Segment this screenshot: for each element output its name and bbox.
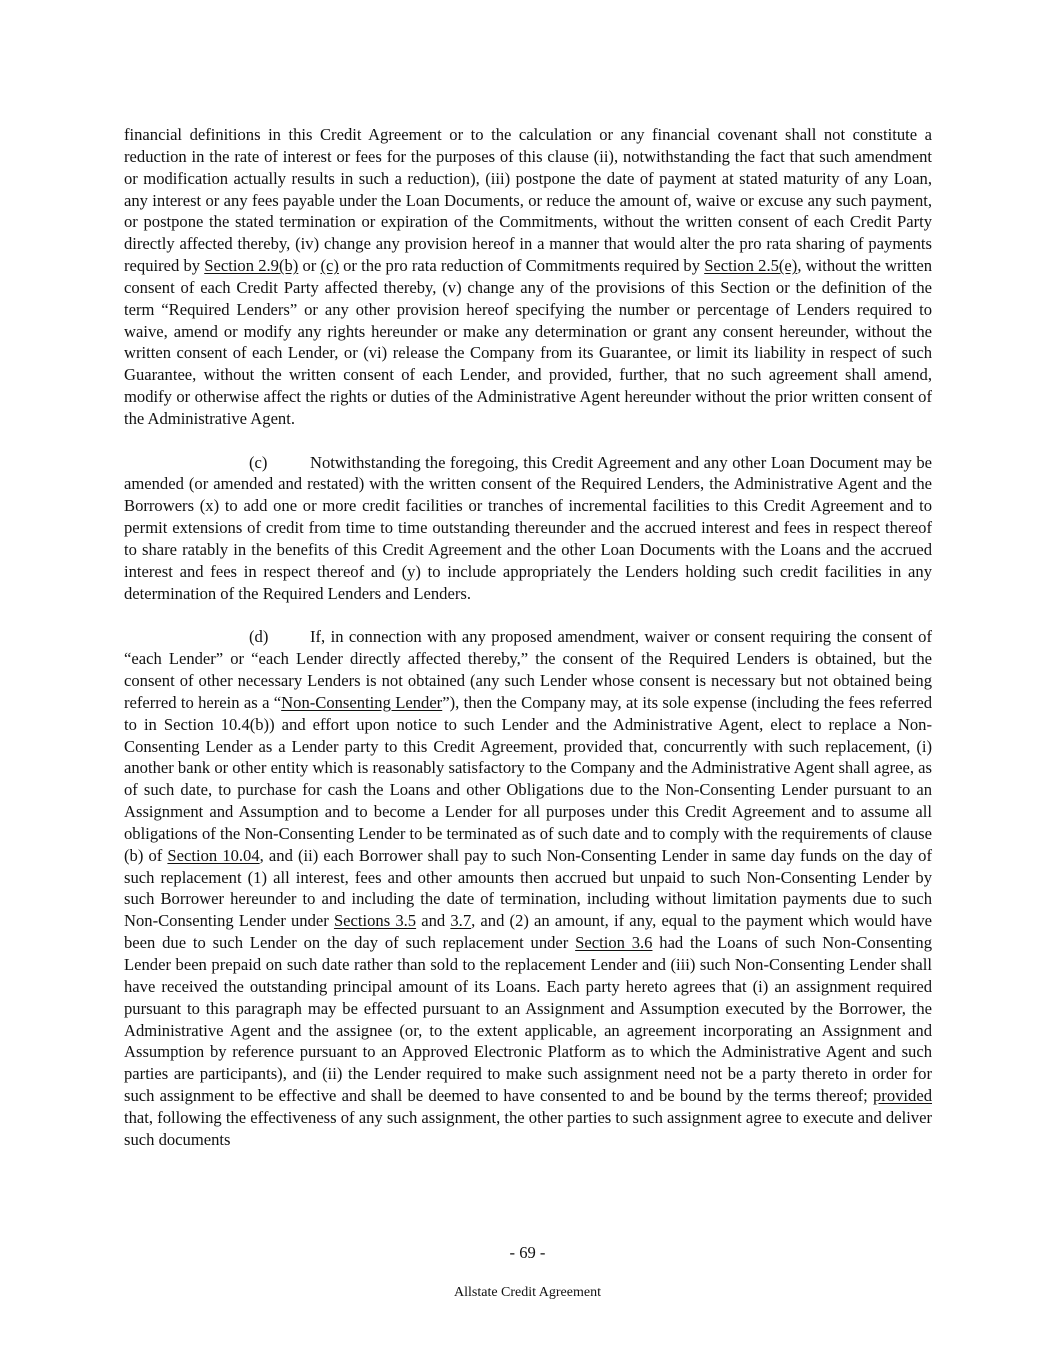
paragraph-text: ”), then the Company may, at its sole expense (including the fees referred to in Section 10.4(b)) and effort upon notice to such Lender and the Administrative Agent, elect to replace a Non-Consenting Lender as a Lender party to this Credit Agreement, provided that, concurrently with such replacement, (i) another bank or other entity which is reasonably satisfactory to the Company and the Administrative Agent shall agree, as of such date, to purchase for cash the Loans and other Obligations due to the Non-Consenting Lender pursuant to an Assignment and Assumption and to become a Lender for all purposes under this Credit Agreement and to assume all obligations of the Non-Consenting Lender to be terminated as of such date and to comply with the requirements of clause (b) of [124, 692, 932, 865]
document-body [124, 124, 932, 1151]
section-reference: Section 2.9(b) [204, 256, 299, 276]
paragraph-text: If, in connection with any proposed amendment, waiver or consent requiring the consent of “each Lender” or “each Lender directly affected thereby,” the consent of the Required Lenders is obtained, but the consent of other necessary Lenders is not obtained (any such Lender whose consent is necessary but not obtained being referred to herein as a “ [124, 627, 932, 712]
paragraph-text: or the pro rata reduction of Commitments required by [338, 256, 705, 276]
paragraph-text: Notwithstanding the foregoing, this Credit Agreement and any other Loan Document may be amended (or amended and restated) with the written consent of the Required Lenders, the Administrative Agent and the Borrowers (x) to add one or more credit facilities or tranches of incremental facilities to this Credit Agreement and to permit extensions of credit from time to time outstanding thereunder and the accrued interest and fees in respect thereof to share ratably in the benefits of this Credit Agreement and the other Loan Documents with the Loans and the accrued interest and fees in respect thereof and (y) to include appropriately the Lenders holding such credit facilities in any determination of the Required Lenders and Lenders. [124, 452, 932, 603]
section-reference: Sections 3.5 [333, 911, 417, 931]
section-reference: (c) [320, 256, 339, 276]
section-reference: 3.7 [450, 911, 472, 931]
section-reference: Section 10.04 [167, 845, 260, 865]
paragraph-text: or [298, 256, 321, 276]
paragraph-text: that, following the effectiveness of any such assignment, the other parties to such assignment agree to execute and deliver such documents [124, 1107, 932, 1149]
defined-term: Non-Consenting Lender [281, 692, 443, 712]
page-number: - 69 - [509, 1243, 546, 1262]
paragraph-text: , and (ii) each Borrower shall pay to such Non-Consenting Lender in same day funds on the day of such replacement (1) all interest, fees and other amounts then accrued but unpaid to such Non-Consenting Lender by such Borrower hereunder to and including the date of termination, including without limitation payments due to such Non-Consenting Lender under [124, 845, 932, 931]
section-reference: Section 3.6 [575, 933, 653, 953]
clause-marker: (c) [249, 452, 268, 472]
emphasized-term: provided [873, 1086, 932, 1106]
paragraph-d [124, 626, 932, 1150]
paragraph-text: , and (2) an amount, if any, equal to the payment which would have been due to such Lender on the day of such replacement under [124, 911, 933, 953]
paragraph-text: and [416, 911, 451, 931]
section-reference: Section 2.5(e) [704, 256, 798, 276]
paragraph-text: , without the written consent of each Credit Party affected thereby, (v) change any of the provisions of this Section or the definition of the term “Required Lenders” or any other provision hereof specifying the number or percentage of Lenders required to waive, amend or modify any rights hereunder or make any determination or grant any consent hereunder, without the written consent of each Lender, or (vi) release the Company from its Guarantee, or limit its liability in respect of such Guarantee, without the written consent of each Lender, and provided, further, that no such agreement shall amend, modify or otherwise affect the rights or duties of the Administrative Agent hereunder without the prior written consent of the Administrative Agent. [124, 256, 932, 428]
paragraph-text: financial definitions in this Credit Agreement or to the calculation or any financial covenant shall not constitute a reduction in the rate of interest or fees for the purposes of this clause (ii), notwithstanding the fact that such amendment or modification actually results in such a reduction), (iii) postpone the date of payment at stated maturity of any Loan, any interest or any fees payable under the Loan Documents, or reduce the amount of, waive or excuse any such payment, or postpone the stated termination or expiration of the Commitments, without the written consent of each Credit Party directly affected thereby, (iv) change any provision hereof in a manner that would alter the pro rata sharing of payments required by [124, 125, 932, 276]
clause-marker: (d) [249, 627, 269, 647]
paragraph-continuation [124, 124, 932, 430]
document-footer: Allstate Credit Agreement [454, 1285, 601, 1300]
paragraph-c [124, 452, 932, 605]
paragraph-text: had the Loans of such Non-Consenting Lender been prepaid on such date rather than sold to the replacement Lender and (iii) such Non-Consenting Lender shall have received the outstanding principal amount of its Loans. Each party hereto agrees that (i) an assignment required pursuant to this paragraph may be effected pursuant to an Assignment and Assumption executed by the Borrower, the Administrative Agent and the assignee (or, to the extent applicable, an agreement incorporating an Assignment and Assumption by reference pursuant to an Approved Electronic Platform as to which the Administrative Agent and such parties are participants), and (ii) the Lender required to make such assignment need not be a party thereto in order for such assignment to be effective and shall be deemed to have consented to and be bound by the terms thereof; [124, 933, 932, 1106]
